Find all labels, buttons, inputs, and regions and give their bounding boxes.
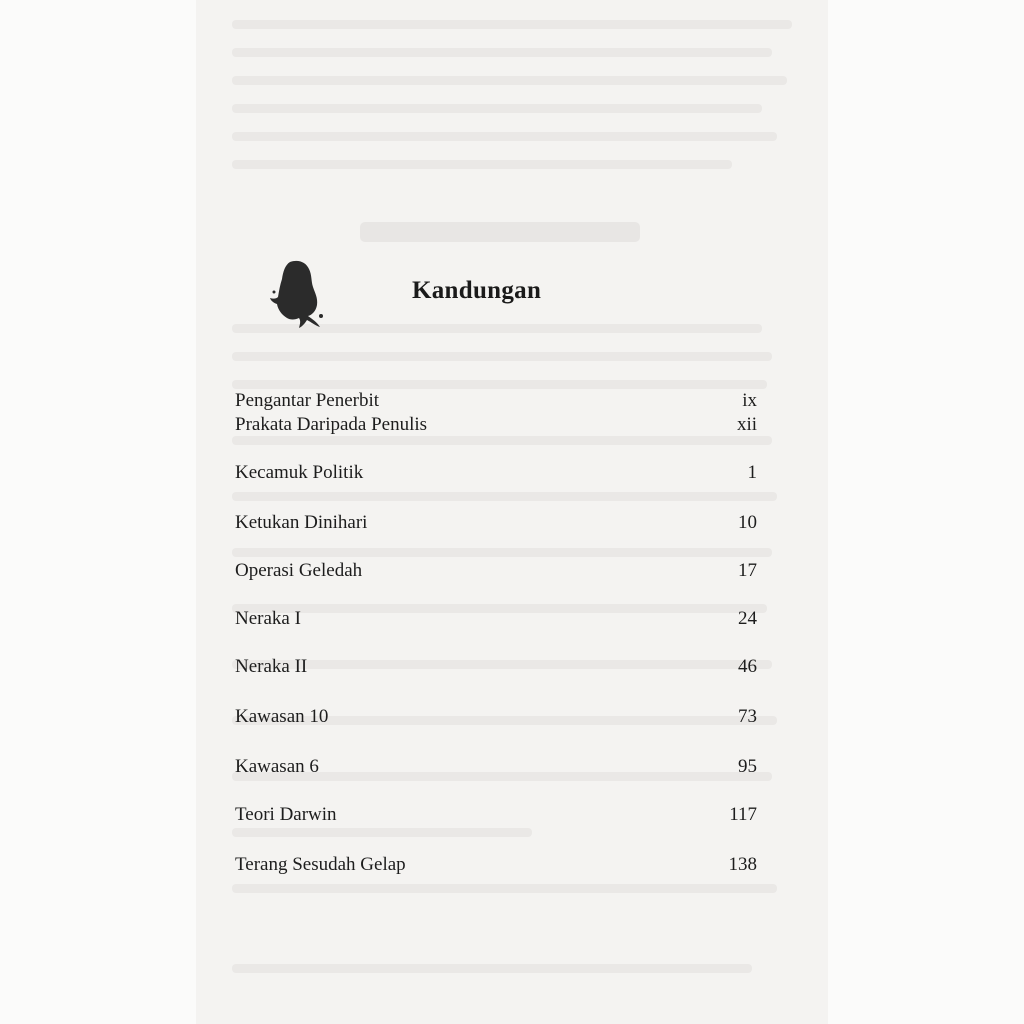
- toc-entry: [235, 706, 757, 728]
- toc-entry-title: Prakata Daripada Penulis: [235, 414, 428, 435]
- toc-entry-page-number: 1: [747, 462, 757, 483]
- toc-entry-title: Pengantar Penerbit: [235, 390, 380, 411]
- toc-entry-title: Kawasan 10: [235, 706, 329, 727]
- toc-entry: [235, 854, 757, 876]
- toc-entry: [235, 560, 757, 582]
- toc-entry-page-number: 73: [738, 706, 757, 727]
- toc-entry-page-number: 24: [738, 608, 757, 629]
- toc-entry-page-number: 95: [738, 756, 757, 777]
- toc-entry-page-number: 117: [729, 804, 757, 825]
- page-title: Kandungan: [412, 277, 542, 304]
- toc-entry-title: Operasi Geledah: [235, 560, 363, 581]
- toc-entry: [235, 462, 757, 484]
- toc-entry-title: Terang Sesudah Gelap: [235, 854, 406, 875]
- toc-entry-page-number: xii: [736, 414, 757, 435]
- toc-entry-title: Neraka I: [235, 608, 301, 629]
- toc-entry-page-number: 46: [738, 656, 757, 677]
- toc-entry-title: Neraka II: [235, 656, 308, 677]
- toc-entry: [235, 512, 757, 534]
- toc-entry-title: Teori Darwin: [235, 804, 337, 825]
- toc-entry-page-number: 138: [728, 854, 757, 875]
- toc-entry-title: Ketukan Dinihari: [235, 512, 368, 533]
- toc-entry: [235, 608, 757, 630]
- toc-entry-title: Kecamuk Politik: [235, 462, 364, 483]
- toc-entry-page-number: 10: [738, 512, 757, 533]
- toc-entry: [235, 414, 757, 436]
- toc-entry-page-number: 17: [738, 560, 757, 581]
- toc-entry: [235, 390, 757, 412]
- toc-entry-title: Kawasan 6: [235, 756, 319, 777]
- toc-entry: [235, 756, 757, 778]
- toc-entry-page-number: ix: [742, 390, 757, 411]
- toc-entry: [235, 656, 757, 678]
- toc-entry: [235, 804, 757, 826]
